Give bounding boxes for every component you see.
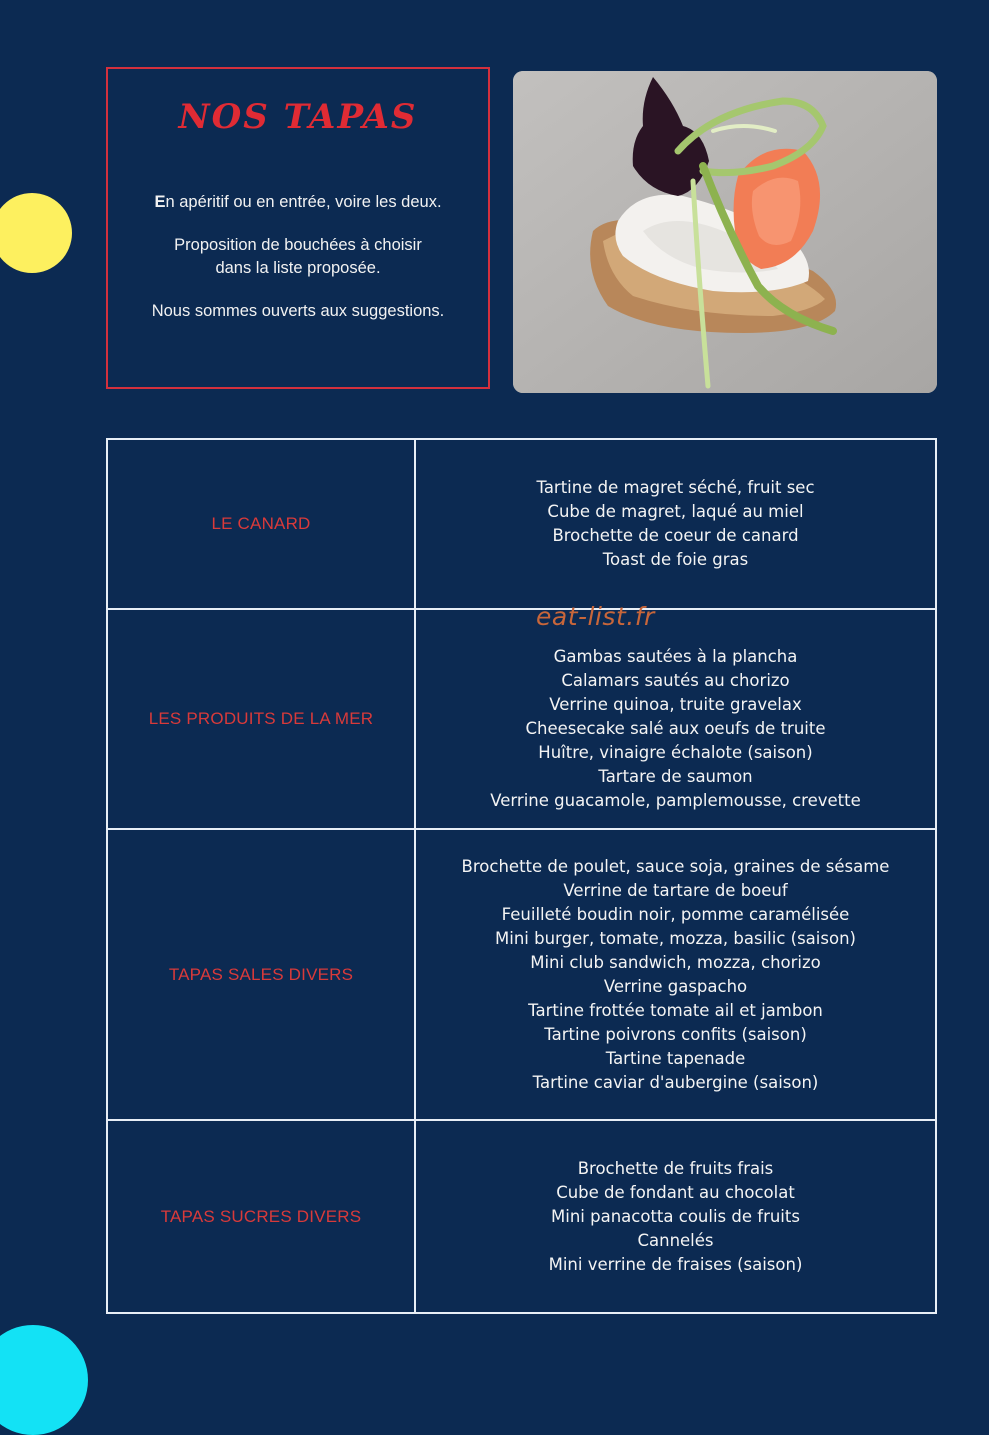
items-sales-divers [415,829,936,1120]
intro-line2a: Proposition de bouchées à choisir [174,236,422,254]
table-row [107,439,936,609]
category-produits-mer: LES PRODUITS DE LA MER [107,609,415,829]
items-canard [415,439,936,609]
menu-item: Tartine tapenade [605,1048,746,1068]
tapas-menu-table [106,438,937,1314]
menu-item: Verrine gaspacho [603,976,748,996]
menu-item: Huître, vinaigre échalote (saison) [538,743,813,762]
menu-item: Cannelés [637,1230,714,1250]
menu-item: Mini burger, tomate, mozza, basilic (saison) [495,928,856,948]
menu-item: Mini club sandwich, mozza, chorizo [530,952,821,972]
menu-item: Feuilleté boudin noir, pomme caramélisée [501,904,850,924]
menu-item: Tartare de saumon [598,767,753,786]
menu-item: Toast de foie gras [602,550,749,569]
yellow-circle-decoration [0,193,72,273]
cyan-circle-decoration [0,1325,88,1435]
table-row [107,609,936,829]
menu-item: Mini panacotta coulis de fruits [551,1206,800,1226]
menu-item: Gambas sautées à la plancha [553,647,798,666]
table-row [107,829,936,1120]
watermark: eat-list.fr [536,602,655,631]
items-produits-mer [415,609,936,829]
category-sales-divers: TAPAS SALES DIVERS [107,829,415,1120]
intro-box [106,67,490,389]
category-sucres-divers: TAPAS SUCRES DIVERS [107,1120,415,1313]
menu-item: Verrine guacamole, pamplemousse, crevette [490,791,861,810]
category-canard: LE CANARD [107,439,415,609]
page-title: NOS TAPAS [178,97,418,137]
menu-item: Tartine de magret séché, fruit sec [536,478,815,497]
menu-item: Tartine frottée tomate ail et jambon [528,1000,823,1020]
menu-item: Brochette de fruits frais [577,1158,774,1178]
menu-item: Tartine poivrons confits (saison) [544,1024,807,1044]
menu-item: Cube de magret, laqué au miel [547,502,804,521]
tapas-photo [513,71,937,393]
intro-line2b: dans la liste proposée. [215,259,381,277]
menu-item: Verrine quinoa, truite gravelax [549,695,802,714]
menu-item: Cube de fondant au chocolat [556,1182,795,1202]
tapas-photo-image [513,71,937,393]
menu-item: Tartine caviar d'aubergine (saison) [532,1072,819,1092]
menu-item: Mini verrine de fraises (saison) [548,1254,803,1274]
intro-line1-initial: E [154,193,166,211]
intro-line1: n apéritif ou en entrée, voire les deux. [165,193,442,211]
menu-item: Cheesecake salé aux oeufs de truite [525,719,826,738]
menu-item: Verrine de tartare de boeuf [563,880,788,900]
menu-item: Calamars sautés au chorizo [561,671,790,690]
menu-item: Brochette de poulet, sauce soja, graines de sésame [461,856,890,876]
menu-item: Brochette de coeur de canard [552,526,799,545]
intro-text [108,191,488,343]
items-sucres-divers [415,1120,936,1313]
intro-line3: Nous sommes ouverts aux suggestions. [151,302,445,320]
table-row [107,1120,936,1313]
